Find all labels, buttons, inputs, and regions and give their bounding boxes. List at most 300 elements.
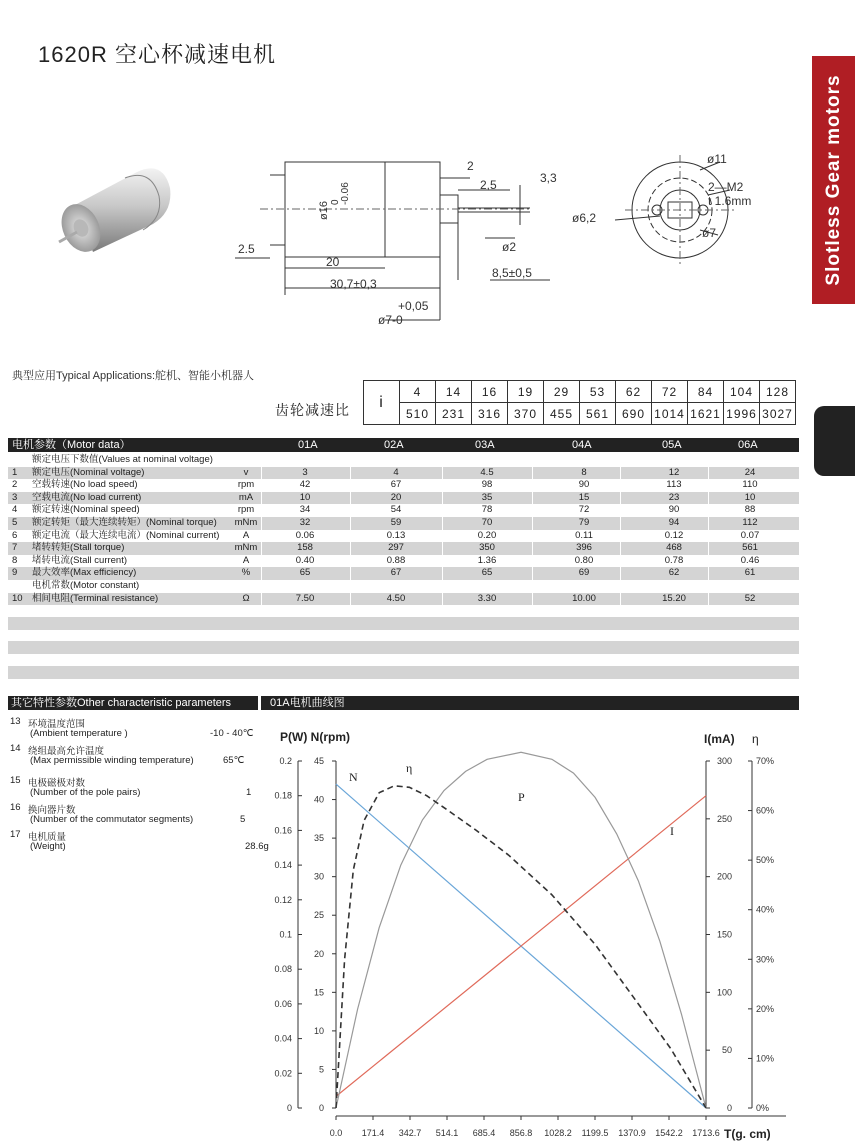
row-parameter-name: 堵转电流(Stall current) xyxy=(32,554,128,566)
model-header: 02A xyxy=(384,439,404,451)
cell-separator xyxy=(620,542,621,555)
cell-separator xyxy=(350,504,351,517)
row-value: 79 xyxy=(578,517,590,528)
x-axis-tick-label: 1028.2 xyxy=(544,1128,572,1138)
cell-separator xyxy=(620,517,621,530)
dim-d2: ø2 xyxy=(502,240,517,254)
param-value: 65℃ xyxy=(223,755,245,766)
row-unit: mNm xyxy=(234,542,258,554)
dim-2-5-left: 2.5 xyxy=(238,242,255,256)
row-number: 9 xyxy=(12,567,18,579)
row-parameter-name: 额定电流（最大连续电流）(Nominal current) xyxy=(32,529,220,541)
row-parameter-name: 堵转转矩(Stall torque) xyxy=(32,542,125,554)
cell-separator xyxy=(350,593,351,606)
x-axis-tick-label: 1370.9 xyxy=(618,1128,646,1138)
x-axis-tick-label: 685.4 xyxy=(472,1128,496,1138)
row-value: 67 xyxy=(390,567,402,579)
cell-separator xyxy=(708,593,709,606)
row-number: 3 xyxy=(12,491,18,503)
row-value: 10.00 xyxy=(572,592,596,604)
ratio-cell: 128 xyxy=(760,381,796,403)
x-axis-tick-label: 0.0 xyxy=(329,1128,343,1138)
x-axis-tick-label: 856.8 xyxy=(509,1128,533,1138)
eta-axis-tick-label: 10% xyxy=(756,1053,775,1064)
n-axis-tick-label: 5 xyxy=(318,1064,324,1075)
row-value: 0.46 xyxy=(740,554,760,566)
param-name-cn: 电极磁极对数 xyxy=(28,778,86,789)
row-parameter-name: 额定转速(Nominal speed) xyxy=(32,504,140,516)
row-value: 72 xyxy=(578,504,590,516)
cell-separator xyxy=(442,467,443,480)
row-value: 67 xyxy=(390,479,402,491)
param-number: 13 xyxy=(10,716,21,727)
cell-separator xyxy=(350,492,351,505)
row-parameter-name: 电机常数(Motor constant) xyxy=(32,580,140,591)
param-number: 15 xyxy=(10,775,21,786)
row-value: 52 xyxy=(744,592,756,604)
param-name-cn: 换向器片数 xyxy=(28,805,76,816)
cell-separator xyxy=(261,454,262,467)
cell-separator xyxy=(261,593,262,606)
p-axis-tick-label: 0.18 xyxy=(274,790,292,801)
row-parameter-name: 相间电阻(Terminal resistance) xyxy=(32,592,159,604)
param-name-en: (Number of the commutator segments) xyxy=(30,814,194,825)
dim-d7: ø7 xyxy=(702,226,717,240)
technical-drawing xyxy=(230,150,810,335)
param-number: 17 xyxy=(10,829,21,840)
ratio-cell: 3027 xyxy=(760,403,796,425)
series-label-n: N xyxy=(349,770,358,784)
empty-row xyxy=(8,666,799,679)
p-axis-tick-label: 0.12 xyxy=(274,894,292,905)
row-number: 2 xyxy=(12,479,18,491)
i-axis-tick-label: 0 xyxy=(726,1103,732,1113)
row-parameter-name: 额定电压下数值(Values at nominal voltage) xyxy=(32,454,213,465)
cell-separator xyxy=(708,492,709,505)
cell-separator xyxy=(620,467,621,480)
row-parameter-name: 空载电流(No load current) xyxy=(32,491,142,503)
row-value: 0.11 xyxy=(575,529,593,541)
typical-applications: 典型应用Typical Applications:舵机、智能小机器人 xyxy=(12,370,255,382)
cell-separator xyxy=(350,467,351,480)
i-axis-label: I(mA) xyxy=(704,732,735,746)
n-axis-tick-label: 25 xyxy=(313,910,324,921)
series-label-i: I xyxy=(670,824,674,838)
param-name-en: (Weight) xyxy=(30,841,66,852)
series-label-eta: η xyxy=(406,761,413,775)
eta-axis-tick-label: 30% xyxy=(756,954,775,965)
motor-data-row xyxy=(8,542,799,555)
dim-m2: 2—M2 xyxy=(708,180,744,194)
cell-separator xyxy=(708,454,709,467)
row-value: 158 xyxy=(297,542,313,554)
row-value: 24 xyxy=(744,466,756,478)
motor-data-row xyxy=(8,504,799,517)
row-value: 8 xyxy=(581,466,587,478)
row-unit: rpm xyxy=(237,479,255,491)
model-header: 04A xyxy=(572,439,592,451)
cell-separator xyxy=(620,567,621,580)
p-n-axis-label: P(W) N(rpm) xyxy=(280,730,350,744)
empty-row xyxy=(8,617,799,630)
cell-separator xyxy=(261,530,262,543)
cell-separator xyxy=(442,542,443,555)
side-tab xyxy=(812,56,855,304)
p-axis-tick-label: 0.08 xyxy=(274,964,292,975)
cell-separator xyxy=(620,479,621,492)
row-value: 65 xyxy=(299,567,311,579)
motor-data-row xyxy=(8,555,799,568)
ratio-cell: 510 xyxy=(400,403,436,425)
ratio-cell: 4 xyxy=(400,381,436,403)
dim-thickness: t 1.6mm xyxy=(708,194,752,208)
p-axis-tick-label: 0.1 xyxy=(279,929,292,940)
row-unit: A xyxy=(242,529,250,541)
dim-8-5: 8,5±0,5 xyxy=(492,266,532,280)
cell-separator xyxy=(708,567,709,580)
model-header: 01A xyxy=(298,439,318,451)
model-header: 05A xyxy=(662,439,682,451)
row-parameter-name: 额定电压(Nominal voltage) xyxy=(32,466,145,478)
motor-data-row xyxy=(8,593,799,606)
row-value: 12 xyxy=(668,466,680,478)
row-value: 34 xyxy=(299,504,311,516)
eta-axis-tick-label: 60% xyxy=(756,805,775,816)
dim-d7-tol: ø7-0 xyxy=(378,313,403,327)
param-name-en: (Ambient temperature ) xyxy=(30,728,128,739)
row-value: 15 xyxy=(578,491,590,503)
dim-3-3: 3,3 xyxy=(540,171,557,185)
row-value: 65 xyxy=(481,567,493,579)
p-axis-tick-label: 0.14 xyxy=(274,860,292,871)
dim-30-7: 30,7±0,3 xyxy=(330,277,377,291)
x-axis-tick-label: 1542.2 xyxy=(655,1128,683,1138)
motor-data-row xyxy=(8,567,799,580)
n-axis-tick-label: 10 xyxy=(313,1025,324,1036)
row-unit: v xyxy=(243,466,249,478)
dim-d16: ø16 xyxy=(318,201,330,220)
cell-separator xyxy=(708,517,709,530)
p-axis-tick-label: 0 xyxy=(286,1103,292,1113)
cell-separator xyxy=(620,580,621,593)
ratio-cell: 19 xyxy=(508,381,544,403)
row-value: 61 xyxy=(744,567,756,579)
row-value: 0.06 xyxy=(295,529,315,541)
row-parameter-name: 最大效率(Max efficiency) xyxy=(32,567,137,579)
row-value: 3 xyxy=(302,466,308,478)
motor-data-row xyxy=(8,517,799,530)
ratio-cell: 1621 xyxy=(688,403,724,425)
cell-separator xyxy=(442,479,443,492)
ratio-i-label: i xyxy=(364,381,400,425)
cell-separator xyxy=(442,492,443,505)
cell-separator xyxy=(708,542,709,555)
cell-separator xyxy=(708,479,709,492)
row-value: 561 xyxy=(742,542,758,554)
row-value: 88 xyxy=(744,504,756,516)
cell-separator xyxy=(708,580,709,593)
ratio-cell: 104 xyxy=(724,381,760,403)
eta-axis-tick-label: 0% xyxy=(756,1103,770,1113)
x-axis-tick-label: 1199.5 xyxy=(581,1128,609,1138)
cell-separator xyxy=(350,454,351,467)
dim-2: 2 xyxy=(467,159,474,173)
ratio-cell: 72 xyxy=(652,381,688,403)
row-value: 113 xyxy=(666,479,682,491)
row-value: 10 xyxy=(744,491,756,503)
model-header: 03A xyxy=(475,439,495,451)
motor-data-row xyxy=(8,530,799,543)
curve-title: 01A电机曲线图 xyxy=(270,697,345,709)
cell-separator xyxy=(532,555,533,568)
ratio-row-top xyxy=(364,381,796,403)
n-axis-tick-label: 45 xyxy=(313,756,324,766)
row-value: 23 xyxy=(668,491,680,503)
cell-separator xyxy=(261,492,262,505)
i-axis-tick-label: 150 xyxy=(716,929,732,940)
row-number: 5 xyxy=(12,517,18,528)
cell-separator xyxy=(708,504,709,517)
eta-axis-tick-label: 70% xyxy=(756,756,775,766)
n-axis-tick-label: 20 xyxy=(313,948,324,959)
row-value: 7.50 xyxy=(295,592,315,604)
ratio-cell: 231 xyxy=(436,403,472,425)
gear-ratio-table xyxy=(363,380,796,425)
param-number: 16 xyxy=(10,802,21,813)
cell-separator xyxy=(350,530,351,543)
cell-separator xyxy=(532,530,533,543)
cell-separator xyxy=(261,555,262,568)
eta-axis-tick-label: 40% xyxy=(756,904,775,915)
i-axis-tick-label: 50 xyxy=(721,1045,732,1056)
row-parameter-name: 空载转速(No load speed) xyxy=(32,479,138,491)
cell-separator xyxy=(532,593,533,606)
param-name-cn: 环境温度范围 xyxy=(28,719,86,730)
row-value: 62 xyxy=(668,567,680,579)
cell-separator xyxy=(442,454,443,467)
ratio-cell: 1996 xyxy=(724,403,760,425)
ratio-cell: 53 xyxy=(580,381,616,403)
row-value: 20 xyxy=(390,491,402,503)
row-unit: rpm xyxy=(237,504,255,516)
row-value: 350 xyxy=(479,542,495,554)
n-axis-tick-label: 40 xyxy=(313,794,324,805)
cell-separator xyxy=(350,542,351,555)
row-value: 35 xyxy=(481,491,493,503)
row-value: 0.88 xyxy=(386,554,406,566)
page-title: 1620R 空心杯减速电机 xyxy=(38,42,276,67)
cell-separator xyxy=(708,555,709,568)
cell-separator xyxy=(620,504,621,517)
eta-axis-label: η xyxy=(752,732,759,746)
model-header: 06A xyxy=(738,439,758,451)
cell-separator xyxy=(261,479,262,492)
p-axis-tick-label: 0.04 xyxy=(274,1033,292,1044)
eta-axis-tick-label: 50% xyxy=(756,855,775,866)
row-number: 10 xyxy=(12,592,23,604)
row-value: 15.20 xyxy=(662,592,686,604)
dim-d6-2: ø6,2 xyxy=(572,211,597,225)
cell-separator xyxy=(532,517,533,530)
dim-20: 20 xyxy=(326,255,340,269)
row-value: 110 xyxy=(742,479,758,491)
row-unit: mNm xyxy=(234,517,258,528)
ratio-cell: 316 xyxy=(472,403,508,425)
row-number: 4 xyxy=(12,504,18,516)
i-axis-tick-label: 200 xyxy=(716,871,732,882)
gear-ratio-label: 齿轮减速比 xyxy=(275,402,350,418)
row-value: 0.13 xyxy=(386,529,406,541)
x-axis-tick-label: 1713.6 xyxy=(692,1128,720,1138)
row-number: 1 xyxy=(12,466,18,478)
dim-tol-neg: -0.06 xyxy=(340,182,351,205)
cell-separator xyxy=(532,567,533,580)
cell-separator xyxy=(532,580,533,593)
cell-separator xyxy=(261,580,262,593)
i-axis-tick-label: 300 xyxy=(716,756,732,766)
row-value: 70 xyxy=(481,517,493,528)
row-value: 468 xyxy=(666,542,682,554)
param-name-en: (Number of the pole pairs) xyxy=(30,787,141,798)
cell-separator xyxy=(620,555,621,568)
black-tab xyxy=(814,406,855,476)
ratio-cell: 84 xyxy=(688,381,724,403)
cell-separator xyxy=(708,467,709,480)
motor-data-row xyxy=(8,580,799,593)
cell-separator xyxy=(261,504,262,517)
motor-data-row xyxy=(8,454,799,467)
cell-separator xyxy=(620,492,621,505)
dim-2-5: 2,5 xyxy=(480,178,497,192)
dim-tol-plus: +0,05 xyxy=(398,299,429,313)
row-value: 98 xyxy=(481,479,493,491)
cell-separator xyxy=(532,467,533,480)
ratio-cell: 561 xyxy=(580,403,616,425)
row-value: 59 xyxy=(390,517,402,528)
cell-separator xyxy=(532,454,533,467)
cell-separator xyxy=(350,580,351,593)
eta-axis-tick-label: 20% xyxy=(756,1003,775,1014)
param-name-en: (Max permissible winding temperature) xyxy=(30,755,194,766)
p-axis-tick-label: 0.2 xyxy=(279,756,292,766)
p-axis-tick-label: 0.02 xyxy=(274,1068,292,1079)
cell-separator xyxy=(442,593,443,606)
dim-tol-0: 0 xyxy=(330,199,341,205)
n-axis-tick-label: 15 xyxy=(313,987,324,998)
ratio-cell: 16 xyxy=(472,381,508,403)
cell-separator xyxy=(261,567,262,580)
cell-separator xyxy=(532,504,533,517)
row-value: 0.07 xyxy=(740,529,760,541)
n-axis-tick-label: 0 xyxy=(318,1103,324,1113)
row-unit: % xyxy=(241,567,251,579)
row-value: 0.12 xyxy=(664,529,684,541)
cell-separator xyxy=(442,580,443,593)
row-value: 4.5 xyxy=(480,466,494,478)
ratio-cell: 455 xyxy=(544,403,580,425)
row-value: 0.80 xyxy=(574,554,594,566)
ratio-cell: 29 xyxy=(544,381,580,403)
dim-d11: ø11 xyxy=(707,152,727,166)
x-axis-tick-label: 171.4 xyxy=(361,1128,385,1138)
row-value: 54 xyxy=(390,504,402,516)
series-line-i xyxy=(336,796,706,1097)
row-value: 78 xyxy=(481,504,493,516)
param-value: 5 xyxy=(240,814,246,825)
row-parameter-name: 额定转矩（最大连续转矩）(Nominal torque) xyxy=(32,517,217,528)
ratio-cell: 370 xyxy=(508,403,544,425)
param-value: 1 xyxy=(246,787,252,798)
row-value: 90 xyxy=(578,479,590,491)
empty-row xyxy=(8,641,799,654)
cell-separator xyxy=(261,542,262,555)
other-params-title: 其它特性参数Other characteristic parameters xyxy=(11,697,232,709)
cell-separator xyxy=(442,567,443,580)
x-axis-tick-label: 342.7 xyxy=(398,1128,422,1138)
row-value: 94 xyxy=(668,517,680,528)
row-number: 7 xyxy=(12,542,18,554)
cell-separator xyxy=(442,504,443,517)
other-params-header xyxy=(8,696,799,710)
cell-separator xyxy=(620,530,621,543)
cell-separator xyxy=(532,492,533,505)
i-axis-tick-label: 250 xyxy=(716,813,732,824)
n-axis-tick-label: 30 xyxy=(313,871,324,882)
motor-data-header xyxy=(8,438,799,452)
row-value: 42 xyxy=(299,479,311,491)
cell-separator xyxy=(442,517,443,530)
ratio-cell: 62 xyxy=(616,381,652,403)
cell-separator xyxy=(261,467,262,480)
row-value: 10 xyxy=(299,491,311,503)
motor-photo xyxy=(55,160,175,265)
row-value: 32 xyxy=(299,517,311,528)
motor-data-row xyxy=(8,492,799,505)
n-axis-tick-label: 35 xyxy=(313,833,324,844)
row-value: 0.78 xyxy=(664,554,684,566)
motor-data-title: 电机参数（Motor data） xyxy=(12,439,131,451)
performance-chart xyxy=(260,725,800,1141)
cell-separator xyxy=(350,567,351,580)
row-value: 297 xyxy=(388,542,404,554)
row-value: 396 xyxy=(576,542,592,554)
param-number: 14 xyxy=(10,743,21,754)
ratio-cell: 1014 xyxy=(652,403,688,425)
series-line-p xyxy=(336,752,706,1108)
ratio-cell: 14 xyxy=(436,381,472,403)
cell-separator xyxy=(620,593,621,606)
motor-data-row xyxy=(8,479,799,492)
param-value: 28.6g xyxy=(245,841,269,852)
cell-separator xyxy=(442,530,443,543)
row-unit: mA xyxy=(238,491,254,503)
cell-separator xyxy=(442,555,443,568)
row-value: 1.36 xyxy=(477,554,497,566)
row-number: 8 xyxy=(12,554,18,566)
cell-separator xyxy=(350,517,351,530)
cell-separator xyxy=(620,454,621,467)
motor-data-row xyxy=(8,467,799,480)
header-divider xyxy=(258,696,261,710)
cell-separator xyxy=(350,555,351,568)
series-label-p: P xyxy=(518,790,525,804)
x-axis-tick-label: 514.1 xyxy=(435,1128,459,1138)
cell-separator xyxy=(532,542,533,555)
side-tab-label: Slotless Gear motors xyxy=(822,74,844,286)
cell-separator xyxy=(350,479,351,492)
row-value: 0.20 xyxy=(477,529,497,541)
cell-separator xyxy=(261,517,262,530)
